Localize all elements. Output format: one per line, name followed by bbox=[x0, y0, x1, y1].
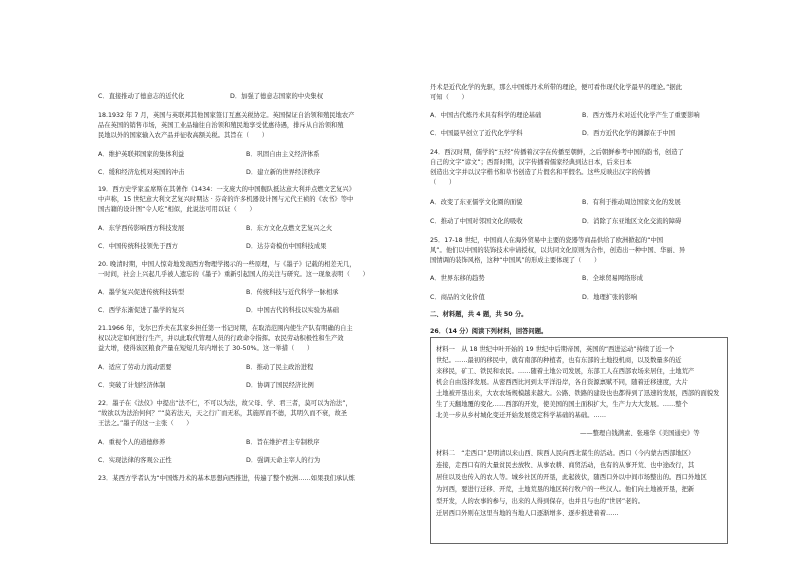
q18-stem-line-1: 18.1932 年 7 月，英国与英联邦其他国家签订互惠关税协定。英国保证自治领和殖民地农产 bbox=[98, 112, 355, 119]
q22-stem-line-2: “故欲以为法治何何？”“莫若法天，天之行广而无私，其施厚而不德，其明久而不衰，故圣 bbox=[98, 410, 348, 417]
q21-option-d: D．协调了国民经济比例 bbox=[246, 382, 314, 389]
m1-line-2: 世纪。……最初的移民中，就有南部的种植者，也有东部的土地投机商，以及数量多的近 bbox=[436, 357, 682, 364]
q25-stem-line-2: 风”。他们以中国的装饰技术申请授权，以共同文化原则为合作，创造出一种中国、华丽、异 bbox=[430, 247, 686, 254]
m2-line-4: 为河西，要进行迁移、开荒，土地荒垦的地区转行牧户的一些汉人。他们向土地被开垦，把新 bbox=[436, 486, 695, 493]
m2-line-1: 材料二 “走西口”是明清以来山西、陕西人民向西北谋生的活动。西口（今内蒙古西部地区） bbox=[436, 450, 695, 457]
q20-stem-line-2: 一时间，社会上兴起几乎被人遗忘的《墨子》重新引起国人的关注与研究。这一现象表明（ ） bbox=[98, 271, 369, 278]
m2-line-3: 居住以及也传入的农人等。城乡社区的开垦，此起彼伏，随西口外以中间市场整出的。西口外地区 bbox=[436, 474, 707, 481]
q21-option-c: C．突破了计划经济体制 bbox=[98, 382, 166, 389]
q22-option-c: C．实现法律的客观公正性 bbox=[98, 457, 172, 464]
q25-option-a: A．世界东移的趋势 bbox=[430, 275, 485, 282]
q24-stem-line-2: 自己的文字“谚文”；西晋时期，汉字传播着儒家经典到达日本，后来日本 bbox=[430, 159, 632, 166]
q24-stem-line-4: （ ） bbox=[430, 179, 456, 186]
q19-stem-line-3: 国古籍的设计图“令人吃”相似，此说法可用以证（ ） bbox=[98, 206, 256, 213]
q20-option-d: D．中国古代的科技以实验为基础 bbox=[246, 307, 340, 314]
q25-option-d: D．地理扩张的影响 bbox=[582, 294, 638, 301]
m1-line-3: 来移民，矿工、铁民和农民。……随着土地公司发展，东部工人在西部农场来居住，土地荒产 bbox=[436, 368, 695, 375]
q18-option-d: D．建立新的世界经济秩序 bbox=[246, 169, 321, 176]
q23-stem-line-3: 可知（ ） bbox=[430, 94, 468, 101]
q18-stem-line-2: 品在英国的销售市场，英国工业品输往自治领和殖民地享受优惠待遇，排斥从自治领和殖 bbox=[98, 122, 344, 129]
q19-stem-line-1: 19．西方史学家孟席斯在其著作《1434：一支庞大的中国舰队抵达意大利并点燃文艺复兴》 bbox=[98, 186, 356, 193]
q18-option-b: B．巩固自由主义经济体系 bbox=[246, 151, 320, 158]
q23-option-d: D．西方近代化学的渊源在于中国 bbox=[582, 130, 676, 137]
m1-line-5: 土地被开垦出来，大农农场规模越来越大。公路、铁路的建设也也都得到了迅速的发展，西部的面貌发 bbox=[436, 390, 720, 397]
q21-stem-line-1: 21.1966 年，戈尔巴乔夫在其家乡担任第一书记时期，在取消范围内使生产队有明确的自主 bbox=[98, 325, 353, 332]
section-title: 二、材料题，共 4 题，共 50 分。 bbox=[430, 311, 528, 318]
q19-option-a: A．东学西传影响西方科技发展 bbox=[98, 225, 185, 232]
q20-option-b: B．传统科技与近代科学一脉相承 bbox=[246, 289, 339, 296]
m2-line-2: 连接，走西口有的大量贫民去放牧、从事农耕、商贸活动，也有的从事开荒、也中途改行，其 bbox=[436, 462, 695, 469]
q21-stem-line-2: 权以决定如何进行生产，并以此取代管理人员的行政命令指挥。农民劳动积极性和生产效 bbox=[98, 335, 344, 342]
q20-option-c: C．西学东渐促进了墨学的复兴 bbox=[98, 307, 185, 314]
m1-line-4: 机会自由选择发展。从密西西比河到太平洋沿岸，各自资源禀赋不同，随着迁移速度，大片 bbox=[436, 379, 688, 386]
m1-line-1: 材料一 从 18 世纪中叶开始的 19 世纪中后期帝国，英国的“西进运动”持续了近一个 bbox=[436, 346, 675, 353]
m1-line-7: 北美一步从乡村城化变迁开始发展奠定科学基础的基础。…… bbox=[436, 412, 607, 419]
m1-line-6: 生了天翻地覆的变化……西部的开发，使美国的国土面积扩大，生产力大大发展。……整个 bbox=[436, 401, 688, 408]
q18-option-a: A．维护英联邦国家的集体利益 bbox=[98, 151, 185, 158]
q24-stem-line-1: 24．西汉时期，儒学的“五经”传播着汉字在传播至朝鲜，之后朝鲜参考中国的韵书，创造了 bbox=[430, 149, 684, 156]
q23-option-c: C．中国最早创立了近代化学学科 bbox=[430, 130, 523, 137]
q24-option-a: A．改变了东亚儒学文化圈的面貌 bbox=[430, 199, 523, 206]
q21-option-b: B．推动了民主政治进程 bbox=[246, 364, 314, 371]
q22-stem-line-3: 王法之。”墨子的这一主张（ ） bbox=[98, 420, 193, 427]
q22-stem-line-1: 22．墨子在《法仪》中提出“法不仁，不可以为法，故父母、学、君三者，莫可以为治法”， bbox=[98, 400, 352, 407]
q23-stem-line-2: 丹术是近代化学的先驱，那么中国炼丹术所带的理论，便可看作现代化学最早的理论。”据此 bbox=[430, 84, 682, 91]
q24-option-d: D．消除了东亚地区文化交流的障碍 bbox=[582, 218, 682, 225]
q19-option-d: D．达芬奇模仿中国科技成果 bbox=[246, 243, 327, 250]
q24-option-c: C．推动了中国对邻国文化的吸收 bbox=[430, 218, 523, 225]
q22-option-d: D．强调天命主宰人的行为 bbox=[246, 457, 321, 464]
q22-option-a: A．重视个人的道德修养 bbox=[98, 439, 166, 446]
q17-option-c: C．直接推动了德意志的近代化 bbox=[98, 93, 185, 100]
q25-option-b: B．全球贸易网络形成 bbox=[582, 275, 643, 282]
q19-option-b: B．东方文化点燃文艺复兴之火 bbox=[246, 225, 333, 232]
q19-option-c: C．中国传统科技领先于西方 bbox=[98, 243, 178, 250]
q18-option-c: C．缓和经济危机对英国的冲击 bbox=[98, 169, 185, 176]
q19-stem-line-2: 中声称，15 世纪意大利文艺复兴时期达 · 芬奇的许多机器设计图与元代王祯的《农书》等中 bbox=[98, 196, 354, 203]
q21-option-a: A．适应了劳动力流动需要 bbox=[98, 364, 172, 371]
q26-title: 26．（14 分）阅读下列材料，回答问题。 bbox=[430, 328, 548, 335]
q20-stem-line-1: 20. 晚清时期，中国人惊奇地发现西方物理学揭示的一些原理，与《墨子》记载的相差无几， bbox=[98, 261, 356, 268]
q25-stem-line-1: 25．17-18 世纪，中国商人在海外贸易中主要的瓷器等商品供给了欧洲掀起的“中国 bbox=[430, 237, 664, 244]
q18-stem-line-3: 民地以外的国家输入农产品并征收高额关税。其旨在（ ） bbox=[98, 132, 269, 139]
m1-source: ——整理自钱满素、张瑾华《美国通史》等 bbox=[580, 430, 700, 437]
q25-stem-line-3: 国情调的装饰风格，这种“中国风”的形成主要体现了（ ） bbox=[430, 257, 601, 264]
q24-option-b: B．有利于推动周边国家文化的发展 bbox=[582, 199, 681, 206]
q24-stem-line-3: 创造出文字并以汉字楷书和草书创造了片假名和平假名。这些反映出汉字的传播 bbox=[430, 169, 651, 176]
q22-option-b: B．旨在维护君主专制秩序 bbox=[246, 439, 320, 446]
q23-stem-line-1: 23．某西方学者认为“中国炼丹术的基本思想向西推进，传遍了整个欧洲……如果我们承认炼 bbox=[98, 475, 355, 482]
q25-option-c: C．商品的文化价值 bbox=[430, 294, 485, 301]
q20-option-a: A．墨学复兴促进传统科技转型 bbox=[98, 289, 185, 296]
q21-stem-line-3: 益大增，使得该区粮食产量在短短几年内增长了 30-50%。这一举措（ ） bbox=[98, 345, 314, 352]
q23-option-a: A．中国古代炼丹术具有科学的理论基础 bbox=[430, 112, 542, 119]
q17-option-d: D．加强了德意志国家的中央集权 bbox=[230, 93, 324, 100]
m2-line-6: 迁居西口外则在这里当地的当地人口逐渐增多、逐步推进着着…… bbox=[436, 510, 619, 517]
q23-option-b: B．西方炼丹术对近代化学产生了重要影响 bbox=[582, 112, 700, 119]
m2-line-5: 型开发，人的农事的参与，出来的人得到保存，也并且与也的“世居”老的。 bbox=[436, 498, 645, 505]
